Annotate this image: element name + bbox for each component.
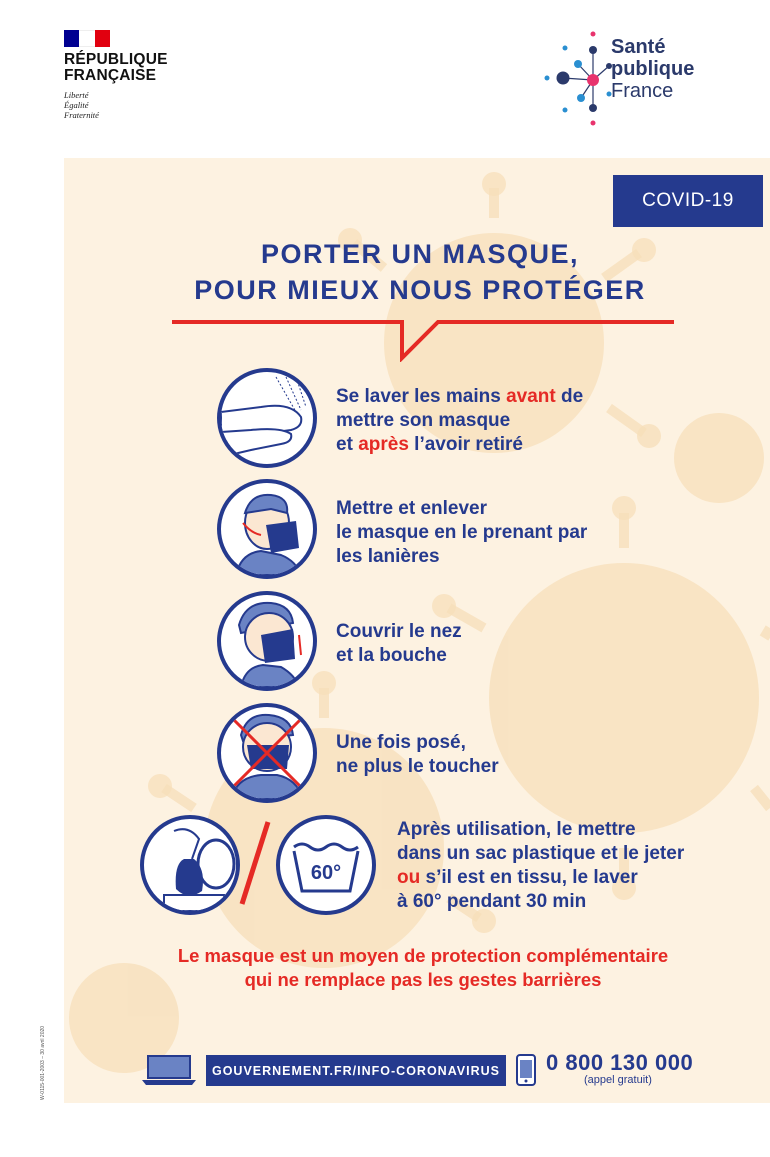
laptop-icon <box>140 1054 198 1086</box>
sante-publique-wordmark: Santé publique France <box>611 36 695 102</box>
step-dispose-text: Après utilisation, le mettre dans un sac plastique et le jeter ou s’il est en tissu, le laver à 60° pendant 30 min <box>397 819 685 912</box>
no-touch-mask-icon <box>217 703 317 803</box>
step-no-touch-text: Une fois posé, ne plus le toucher <box>336 732 499 777</box>
step-mask-straps-text: Mettre et enlever le masque en le prenant par les lanières <box>336 498 588 567</box>
plastic-bag-icon <box>140 815 240 915</box>
step-cover-nose-text: Couvrir le nez et la bouche <box>336 621 462 666</box>
speech-bubble-underline <box>170 318 676 362</box>
wash-60-icon <box>276 815 376 915</box>
republique-motto: Liberté Égalité Fraternité <box>64 90 99 120</box>
republique-title: RÉPUBLIQUE FRANÇAISE <box>64 51 168 84</box>
hotline-number: 0 800 130 000 <box>546 1050 694 1075</box>
sante-publique-france-logo <box>543 30 743 130</box>
mask-straps-icon <box>217 479 317 579</box>
mask-cover-nose-icon <box>217 591 317 691</box>
hotline-note: (appel gratuit) <box>584 1074 652 1086</box>
step-hand-washing-text: Se laver les mains avant de mettre son masque et après l’avoir retiré <box>336 386 584 455</box>
info-coronavirus-link[interactable]: GOUVERNEMENT.FR/INFO-CORONAVIRUS <box>206 1055 506 1086</box>
poster-title: PORTER UN MASQUE, POUR MIEUX NOUS PROTÉGER <box>194 239 646 305</box>
smartphone-icon <box>515 1053 537 1087</box>
covid-badge: COVID-19 <box>613 175 763 227</box>
french-flag-icon <box>64 30 110 47</box>
molecule-logo-icon <box>543 30 613 130</box>
wash-temperature-label: 60° <box>310 862 342 884</box>
or-slash-divider <box>238 818 272 908</box>
document-reference: W-0115-001-2003 – 30 avril 2020 <box>40 1025 46 1100</box>
hand-washing-icon <box>217 368 317 468</box>
complementary-protection-note: Le masque est un moyen de protection complémentaire qui ne remplace pas les gestes barrières <box>177 945 669 990</box>
republique-francaise-logo <box>64 30 204 120</box>
